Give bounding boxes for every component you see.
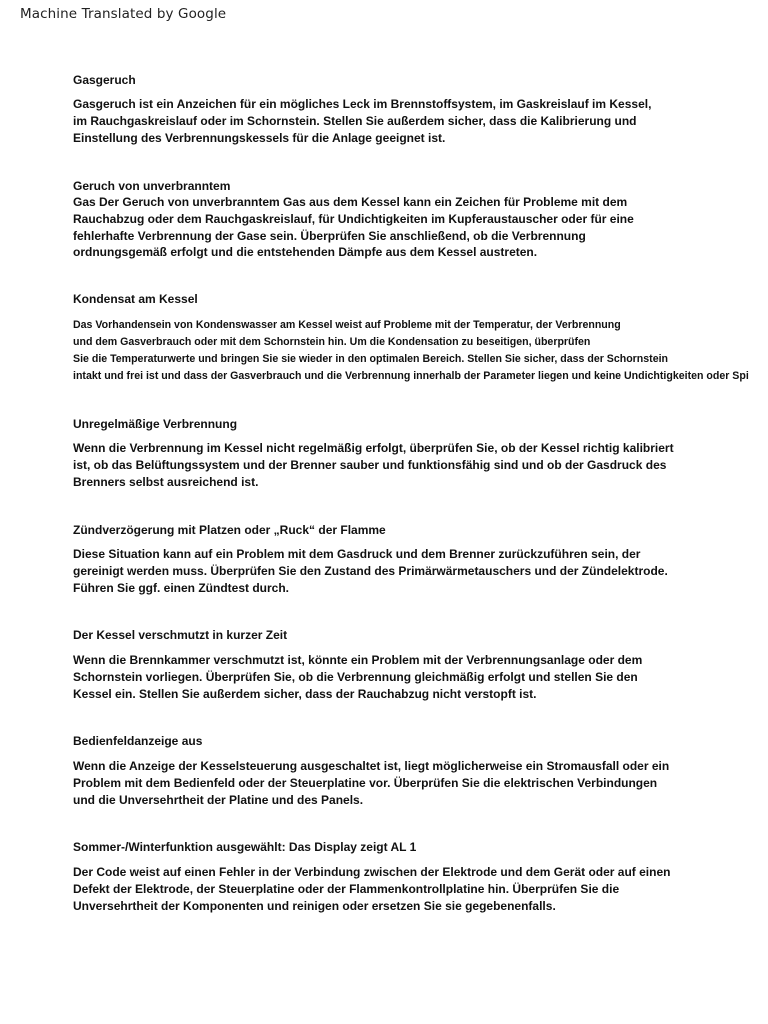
section-title-gasgeruch: Gasgeruch <box>73 73 136 87</box>
body-line: Einstellung des Verbrennungskessels für die Anlage geeignet ist. <box>73 130 446 145</box>
body-line: Wenn die Anzeige der Kesselsteuerung ausgeschaltet ist, liegt möglicherweise ein Stromausfall oder ein <box>73 759 670 773</box>
body-line: Wenn die Brennkammer verschmutzt ist, könnte ein Problem mit der Verbrennungsanlage oder dem <box>73 653 643 667</box>
body-line: und die Unversehrtheit der Platine und des Panels. <box>73 792 364 807</box>
body-line: Rauchabzug oder dem Rauchgaskreislauf, für Undichtigkeiten im Kupferaustauscher oder für eine <box>73 211 634 226</box>
section-body-unregelmaessig <box>73 440 674 490</box>
section-title-bedienfeld: Bedienfeldanzeige aus <box>73 734 203 748</box>
body-line: Problem mit dem Bedienfeld oder der Steuerplatine vor. Überprüfen Sie die elektrischen Verbindungen <box>73 775 658 790</box>
body-line: fehlerhafte Verbrennung der Gase sein. Überprüfen Sie anschließend, ob die Verbrennung <box>73 228 586 243</box>
machine-translation-banner: Machine Translated by Google <box>20 6 227 22</box>
body-line: intakt und frei ist und dass der Gasverbrauch und die Verbrennung innerhalb der Parameter liegen und keine Undichtigkeiten oder Spi <box>73 370 749 382</box>
body-line: Brenners selbst ausreichend ist. <box>73 474 259 489</box>
section-title-kondensat: Kondensat am Kessel <box>73 292 198 306</box>
body-line: ist, ob das Belüftungssystem und der Brenner sauber und funktionsfähig sind und ob der Gasdruck des <box>73 457 667 472</box>
body-line: Gasgeruch ist ein Anzeichen für ein mögliches Leck im Brennstoffsystem, im Gaskreislauf im Kessel, <box>73 97 652 111</box>
section-body-sommer-winter <box>73 864 670 914</box>
body-line: Diese Situation kann auf ein Problem mit dem Gasdruck und dem Brenner zurückzuführen sein, der <box>73 547 641 561</box>
section-body-unverbrannt <box>73 194 634 261</box>
body-line: Sie die Temperaturwerte und bringen Sie sie wieder in den optimalen Bereich. Stellen Sie sicher, dass der Schornstein <box>73 353 668 365</box>
body-line: Gas Der Geruch von unverbranntem Gas aus dem Kessel kann ein Zeichen für Probleme mit dem <box>73 195 628 209</box>
body-line: im Rauchgaskreislauf oder im Schornstein. Stellen Sie außerdem sicher, dass die Kalibrierung und <box>73 113 637 128</box>
body-line: gereinigt werden muss. Überprüfen Sie den Zustand des Primärwärmetauschers und der Zündelektrode. <box>73 563 668 578</box>
section-title-sommer-winter: Sommer-/Winterfunktion ausgewählt: Das Display zeigt AL 1 <box>73 840 417 854</box>
body-line: Wenn die Verbrennung im Kessel nicht regelmäßig erfolgt, überprüfen Sie, ob der Kessel richtig kalibriert <box>73 441 674 455</box>
section-body-gasgeruch <box>73 96 651 146</box>
body-line: Führen Sie ggf. einen Zündtest durch. <box>73 580 290 595</box>
body-line: und dem Gasverbrauch oder mit dem Schornstein hin. Um die Kondensation zu beseitigen, überprüfen <box>73 336 591 348</box>
body-line: Das Vorhandensein von Kondenswasser am Kessel weist auf Probleme mit der Temperatur, der Verbrennung <box>73 319 621 331</box>
body-line: Unversehrtheit der Komponenten und reinigen oder ersetzen Sie sie gegebenenfalls. <box>73 898 556 913</box>
body-line: Kessel ein. Stellen Sie außerdem sicher, dass der Rauchabzug nicht verstopft ist. <box>73 686 537 701</box>
section-title-unverbrannt: Geruch von unverbranntem <box>73 179 231 193</box>
body-line: ordnungsgemäß erfolgt und die entstehenden Dämpfe aus dem Kessel austreten. <box>73 245 538 260</box>
body-line: Der Code weist auf einen Fehler in der Verbindung zwischen der Elektrode und dem Gerät oder auf einen <box>73 865 671 879</box>
section-body-zuendverzoegerung <box>73 546 668 596</box>
section-title-unregelmaessig: Unregelmäßige Verbrennung <box>73 417 238 431</box>
section-body-kondensat <box>73 317 749 385</box>
body-line: Schornstein vorliegen. Überprüfen Sie, ob die Verbrennung gleichmäßig erfolgt und stellen Sie den <box>73 669 638 684</box>
section-title-verschmutzt: Der Kessel verschmutzt in kurzer Zeit <box>73 628 288 642</box>
section-title-zuendverzoegerung: Zündverzögerung mit Platzen oder „Ruck“ der Flamme <box>73 523 386 537</box>
body-line: Defekt der Elektrode, der Steuerplatine oder der Flammenkontrollplatine hin. Überprüfen Sie die <box>73 881 620 896</box>
section-body-verschmutzt <box>73 652 642 702</box>
section-body-bedienfeld <box>73 758 669 808</box>
